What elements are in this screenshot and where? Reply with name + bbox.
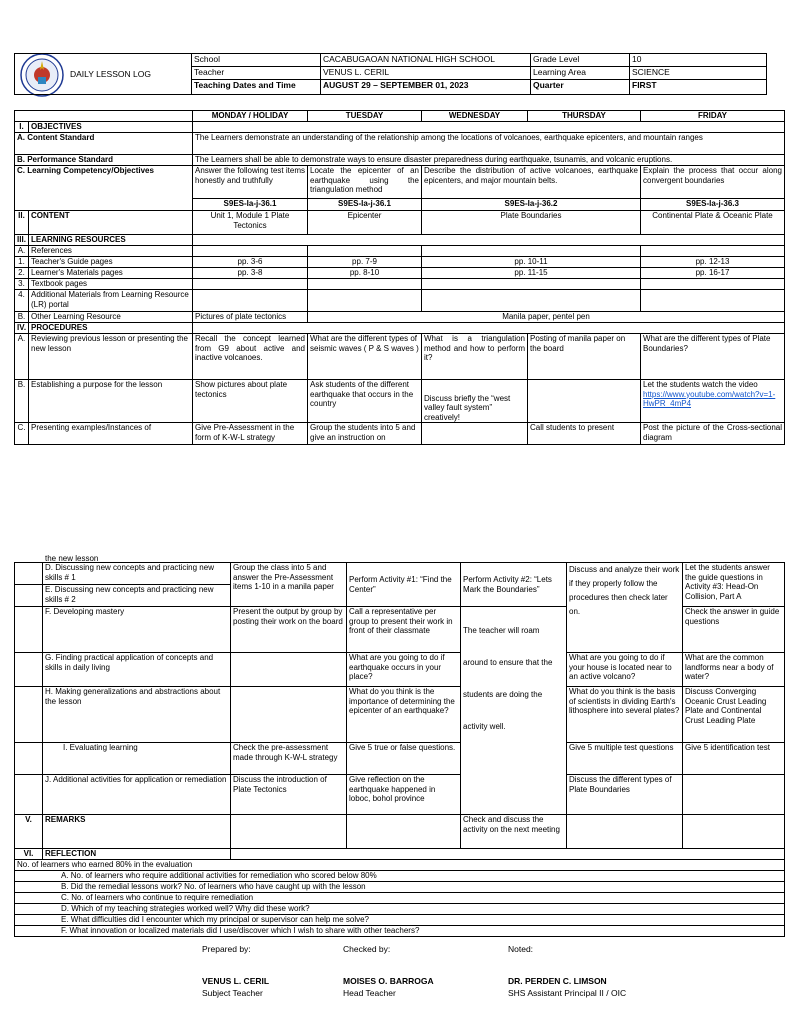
section-number: IV. [15, 323, 29, 334]
purpose-label: Establishing a purpose for the lesson [29, 380, 193, 423]
performance-standard-text: The Learners shall be able to demonstrate ways to ensure disaster preparedness during earthquake, tsunamis, and volcanic eruptions. [193, 155, 785, 166]
additional-materials-label: Additional Materials from Learning Resource (LR) portal [29, 290, 193, 312]
section-title: REFLECTION [43, 849, 231, 860]
section-title: LEARNING RESOURCES [29, 235, 193, 246]
examples-label: Presenting examples/Instances of [29, 423, 193, 445]
thursday-discuss-cell: Discuss and analyze their work if they properly follow the procedures then check later on. [567, 563, 683, 653]
competency-code: S9ES-Ia-j-36.1 [308, 199, 422, 211]
reflection-item: A. No. of learners who require additional activities for remediation who scored below 80% [15, 871, 785, 882]
row-letter: B. [15, 312, 29, 323]
wednesday-roam-cell: The teacher will roam around to ensure that the students are doing the activity well. [461, 607, 567, 815]
row-letter: A. [15, 246, 29, 257]
row-number: 1. [15, 257, 29, 268]
evaluating-label: I. Evaluating learning [43, 743, 231, 775]
section-title: CONTENT [29, 211, 193, 235]
competency-label: C. Learning Competency/Objectives [15, 166, 193, 211]
content-standard-label: A. Content Standard [15, 133, 193, 155]
tg-pages-cell: pp. 7-9 [308, 257, 422, 268]
section-title: REMARKS [43, 815, 231, 849]
lm-pages-cell: pp. 11-15 [422, 268, 641, 279]
competency-cell: Locate the epicenter of an earthquake using the triangulation method [308, 166, 422, 199]
header-table [14, 53, 767, 95]
quarter-value: FIRST [630, 80, 767, 95]
review-label: Reviewing previous lesson or presenting the new lesson [29, 334, 193, 380]
reflection-item: D. Which of my teaching strategies worked well? Why did these work? [15, 904, 785, 915]
row-letter: A. [15, 334, 29, 380]
day-header: THURSDAY [528, 111, 641, 122]
additional-activities-label: J. Additional activities for application or remediation [43, 775, 231, 815]
reflection-item: No. of learners who earned 80% in the evaluation [15, 860, 785, 871]
thursday-additional-cell: Discuss the different types of Plate Boundaries [567, 775, 683, 815]
discussing-1-label: D. Discussing new concepts and practicing new skills # 1 [43, 563, 231, 585]
reflection-item: E. What difficulties did I encounter which my principal or supervisor can help me solve? [15, 915, 785, 926]
content-cell: Epicenter [308, 211, 422, 235]
section-number: V. [15, 815, 43, 849]
preparer-name: VENUS L. CERIL [202, 976, 270, 986]
competency-code: S9ES-Ia-j-36.1 [193, 199, 308, 211]
competency-code: S9ES-Ia-j-36.2 [422, 199, 641, 211]
wednesday-remarks-cell: Check and discuss the activity on the next meeting [461, 815, 567, 849]
section-number: VI. [15, 849, 43, 860]
tg-pages-cell: pp. 10-11 [422, 257, 641, 268]
reflection-item: C. No. of learners who continue to require remediation [15, 893, 785, 904]
section-title: PROCEDURES [29, 323, 193, 334]
competency-cell: Explain the process that occur along convergent boundaries [641, 166, 785, 199]
friday-evaluation-cell: Give 5 identification test [683, 743, 785, 775]
day-header: MONDAY / HOLIDAY [193, 111, 308, 122]
other-resource-cell: Pictures of plate tectonics [193, 312, 308, 323]
page-1 [0, 0, 782, 470]
mastery-label: F. Developing mastery [43, 607, 231, 653]
signature-block [0, 940, 768, 1010]
tg-pages-label: Teacher's Guide pages [29, 257, 193, 268]
thursday-evaluation-cell: Give 5 multiple test questions [567, 743, 683, 775]
purpose-cell: Show pictures about plate tectonics [193, 380, 308, 423]
continued-fragment: the new lesson [45, 554, 99, 563]
lm-pages-cell: pp. 8-10 [308, 268, 422, 279]
section-number: I. [15, 122, 29, 133]
school-label: School [192, 54, 321, 67]
tuesday-application-cell: What are you going to do if earthquake occurs in your place? [347, 653, 461, 687]
other-resource-cell: Manila paper, pentel pen [308, 312, 785, 323]
friday-application-cell: What are the common landforms near a body of water? [683, 653, 785, 687]
lesson-table-continued [14, 562, 785, 937]
tuesday-additional-cell: Give reflection on the earthquake happened in loboc, bohol province [347, 775, 461, 815]
dates-value: AUGUST 29 – SEPTEMBER 01, 2023 [321, 80, 531, 95]
tg-pages-cell: pp. 12-13 [641, 257, 785, 268]
day-header: TUESDAY [308, 111, 422, 122]
section-number: II. [15, 211, 29, 235]
quarter-label: Quarter [531, 80, 630, 95]
monday-additional-cell: Discuss the introduction of Plate Tectonics [231, 775, 347, 815]
friday-generalization-cell: Discuss Converging Oceanic Crust Leading Plate and Continental Crust Leading Plate [683, 687, 785, 743]
tuesday-mastery-cell: Call a representative per group to present their work in front of their classmate [347, 607, 461, 653]
checked-by-label: Checked by: [343, 944, 391, 954]
prepared-by-label: Prepared by: [202, 944, 251, 954]
teacher-label: Teacher [192, 67, 321, 80]
performance-standard-label: B. Performance Standard [15, 155, 193, 166]
content-cell: Plate Boundaries [422, 211, 641, 235]
purpose-cell: Discuss briefly the “west valley fault system” creatively! [422, 380, 528, 423]
content-cell: Continental Plate & Oceanic Plate [641, 211, 785, 235]
monday-mastery-cell: Present the output by group by posting their work on the board [231, 607, 347, 653]
purpose-cell-friday [641, 380, 785, 423]
area-value: SCIENCE [630, 67, 767, 80]
discussing-2-label: E. Discussing new concepts and practicing new skills # 2 [43, 585, 231, 607]
competency-cell: Describe the distribution of active volcanoes, earthquake epicenters, and major mountain belts. [422, 166, 641, 199]
lm-pages-label: Learner's Materials pages [29, 268, 193, 279]
day-header: WEDNESDAY [422, 111, 528, 122]
checker-title: Head Teacher [343, 988, 396, 998]
reflection-item: B. Did the remedial lessons work? No. of learners who have caught up with the lesson [15, 882, 785, 893]
purpose-text: Let the students watch the video [643, 380, 758, 389]
friday-discuss-cell: Let the students answer the guide questions in Activity #3: Head-On Collision, Part A [683, 563, 785, 607]
review-cell: What are the different types of Plate Boundaries? [641, 334, 785, 380]
monday-evaluation-cell: Check the pre-assessment made through K-W-L strategy [231, 743, 347, 775]
generalization-label: H. Making generalizations and abstractions about the lesson [43, 687, 231, 743]
application-label: G. Finding practical application of concepts and skills in daily living [43, 653, 231, 687]
noter-title: SHS Assistant Principal II / OIC [508, 988, 627, 998]
section-title: OBJECTIVES [29, 122, 193, 133]
log-title: DAILY LESSON LOG [15, 54, 192, 95]
review-cell: Posting of manila paper on the board [528, 334, 641, 380]
textbook-pages-label: Textbook pages [29, 279, 193, 290]
wednesday-discuss-cell: Perform Activity #2: “Lets Mark the Boundaries” [461, 563, 567, 607]
lm-pages-cell: pp. 16-17 [641, 268, 785, 279]
section-number: III. [15, 235, 29, 246]
teacher-value: VENUS L. CERIL [321, 67, 531, 80]
reflection-item: F. What innovation or localized materials did I use/discover which I wish to share with other teachers? [15, 926, 785, 937]
monday-discuss-cell: Group the class into 5 and answer the Pre-Assessment items 1-10 in a manila paper [231, 563, 347, 607]
purpose-cell [528, 380, 641, 423]
review-cell: Recall the concept learned from G9 about active and inactive volcanoes. [193, 334, 308, 380]
examples-cell: Group the students into 5 and give an instruction on [308, 423, 422, 445]
dates-label: Teaching Dates and Time [192, 80, 321, 95]
friday-mastery-cell: Check the answer in guide questions [683, 607, 785, 653]
day-header: FRIDAY [641, 111, 785, 122]
noter-name: DR. PERDEN C. LIMSON [508, 976, 607, 986]
preparer-title: Subject Teacher [202, 988, 263, 998]
review-cell: What is a triangulation method and how to perform it? [422, 334, 528, 380]
school-value: CACABUGAOAN NATIONAL HIGH SCHOOL [321, 54, 531, 67]
row-letter: B. [15, 380, 29, 423]
other-resource-label: Other Learning Resource [29, 312, 193, 323]
youtube-link[interactable]: https://www.youtube.com/watch?v=1-HwPR_4mP4 [643, 389, 776, 408]
noted-label: Noted: [508, 944, 534, 954]
review-cell: What are the different types of seismic waves ( P & S waves ) [308, 334, 422, 380]
purpose-cell: Ask students of the different earthquake that occurs in the country [308, 380, 422, 423]
checker-name: MOISES O. BARROGA [343, 976, 434, 986]
row-number: 4. [15, 290, 29, 312]
page-2 [0, 550, 780, 1024]
examples-cell: Give Pre-Assessment in the form of K-W-L strategy [193, 423, 308, 445]
area-label: Learning Area [531, 67, 630, 80]
references-label: References [29, 246, 193, 257]
tuesday-generalization-cell: What do you think is the importance of determining the epicenter of an earthquake? [347, 687, 461, 743]
content-standard-text: The Learners demonstrate an understanding of the relationship among the locations of volcanoes, earthquake epicenters, and mountain ranges [193, 133, 785, 155]
tg-pages-cell: pp. 3-6 [193, 257, 308, 268]
content-cell: Unit 1, Module 1 Plate Tectonics [193, 211, 308, 235]
tuesday-evaluation-cell: Give 5 true or false questions. [347, 743, 461, 775]
examples-cell [422, 423, 528, 445]
thursday-generalization-cell: What do you think is the basis of scientists in dividing Earth's lithosphere into several plates? [567, 687, 683, 743]
lesson-table [14, 110, 785, 445]
thursday-application-cell: What are you going to do if your house is located near to an active volcano? [567, 653, 683, 687]
tuesday-discuss-cell: Perform Activity #1: “Find the Center” [347, 563, 461, 607]
competency-code: S9ES-Ia-j-36.3 [641, 199, 785, 211]
grade-value: 10 [630, 54, 767, 67]
row-number: 3. [15, 279, 29, 290]
examples-cell: Post the picture of the Cross-sectional diagram [641, 423, 785, 445]
competency-cell: Answer the following test items honestly and truthfully [193, 166, 308, 199]
examples-cell: Call students to present [528, 423, 641, 445]
row-letter: C. [15, 423, 29, 445]
grade-label: Grade Level [531, 54, 630, 67]
row-number: 2. [15, 268, 29, 279]
lm-pages-cell: pp. 3-8 [193, 268, 308, 279]
